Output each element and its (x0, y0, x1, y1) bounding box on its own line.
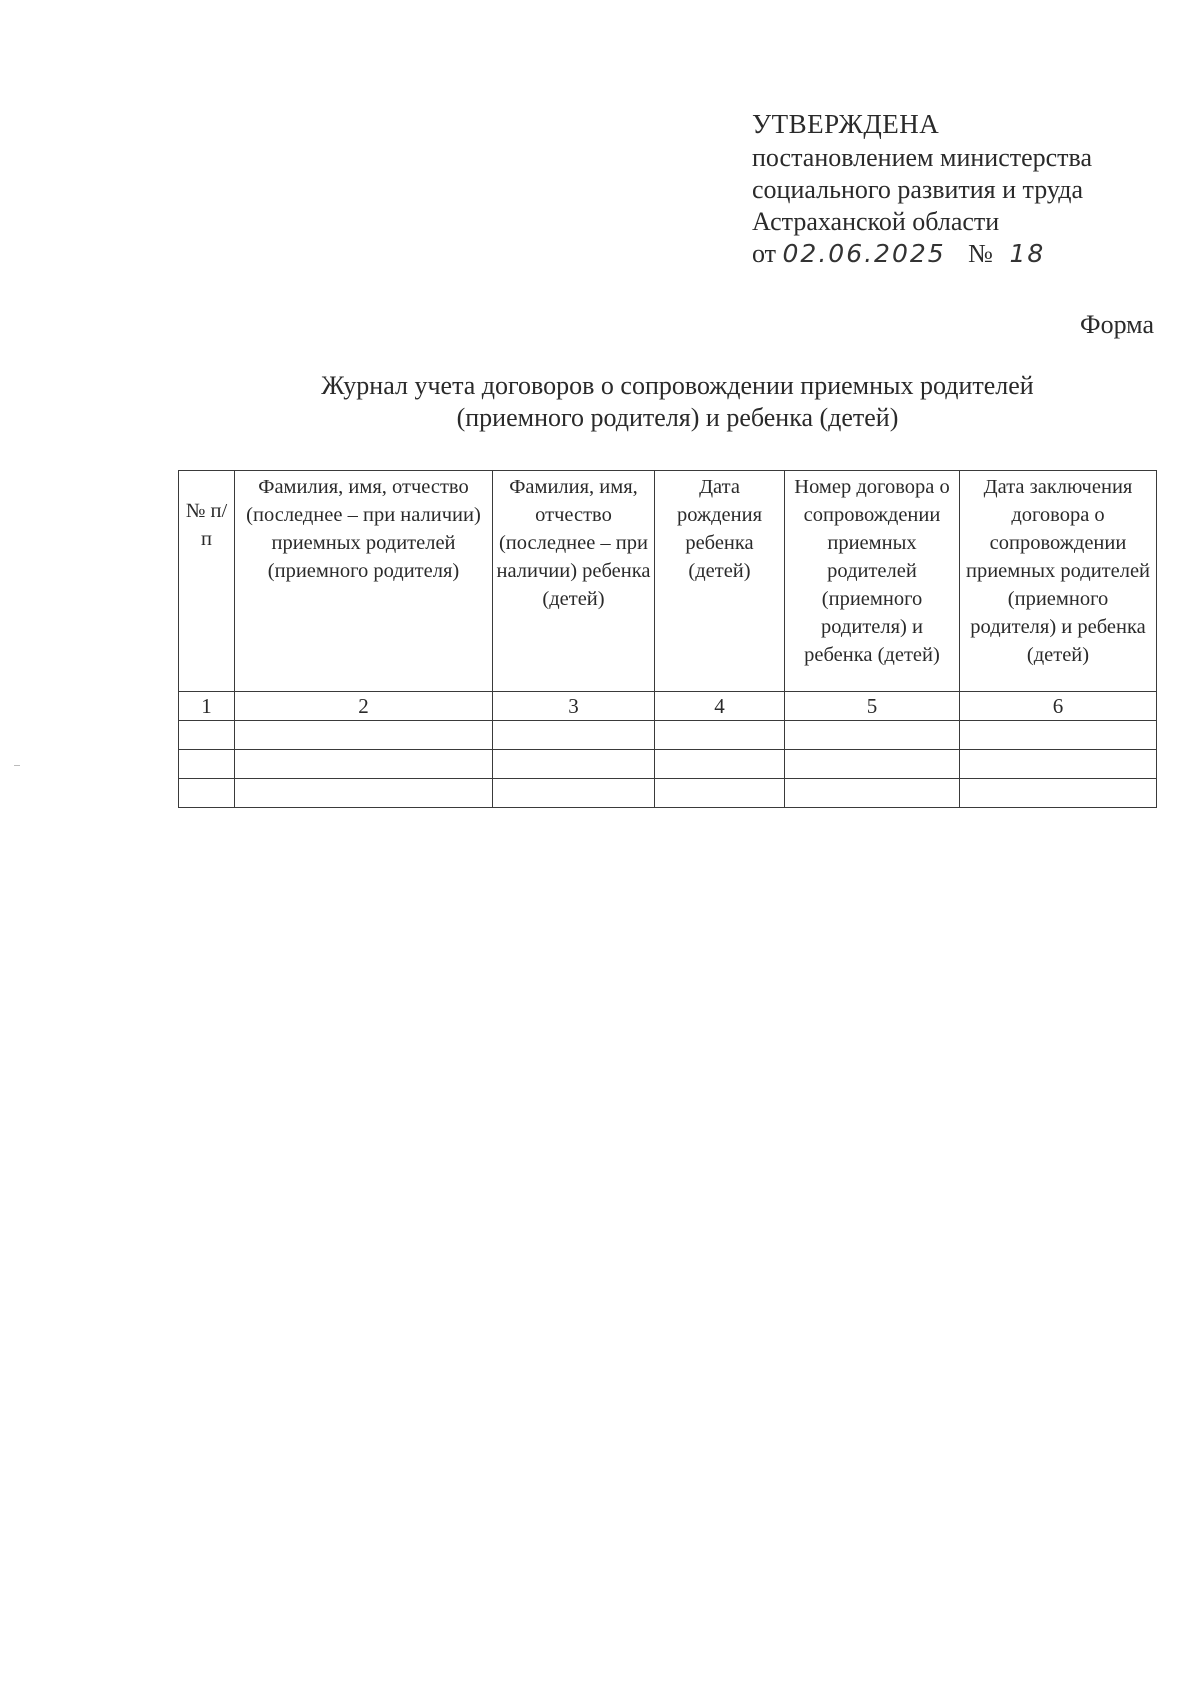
empty-table-cell (655, 750, 785, 779)
empty-table-cell (179, 721, 235, 750)
column-number-cell: 3 (493, 692, 655, 721)
column-number-cell: 4 (655, 692, 785, 721)
empty-table-cell (785, 779, 960, 808)
empty-table-cell (235, 721, 493, 750)
header-cell-contract-number: Номер договора о сопровождении приемных родителей (приемного родителя) и ребенка (детей) (785, 471, 960, 692)
empty-table-cell (493, 721, 655, 750)
approval-block (752, 108, 1172, 270)
header-cell-number: № п/п (179, 471, 235, 692)
approval-line-1: постановлением министерства (752, 143, 1093, 172)
header-cell-child-name: Фамилия, имя, отчество (последнее – при наличии) ребенка (детей) (493, 471, 655, 692)
empty-table-cell (235, 750, 493, 779)
column-number-row (179, 692, 1157, 721)
empty-table-cell (785, 750, 960, 779)
approval-line-3: Астраханской области (752, 207, 1000, 236)
approval-line-2: социального развития и труда (752, 175, 1084, 204)
empty-table-cell (493, 750, 655, 779)
empty-table-row (179, 721, 1157, 750)
header-cell-child-birthdate: Дата рождения ребенка (детей) (655, 471, 785, 692)
empty-table-cell (655, 779, 785, 808)
handwritten-date: 02.06.2025 (782, 239, 946, 268)
empty-table-cell (785, 721, 960, 750)
empty-table-cell (493, 779, 655, 808)
register-table (178, 470, 1157, 808)
journal-title-line-1: Журнал учета договоров о сопровождении приемных родителей (321, 371, 1034, 400)
approval-date-line (752, 238, 1172, 270)
empty-table-cell (179, 779, 235, 808)
empty-table-cell (960, 721, 1157, 750)
empty-table-cell (960, 779, 1157, 808)
form-label: Форма (1080, 310, 1154, 339)
approval-heading: УТВЕРЖДЕНА (752, 109, 940, 139)
journal-title (180, 370, 1175, 434)
column-number-cell: 6 (960, 692, 1157, 721)
column-number-cell: 5 (785, 692, 960, 721)
scan-edge-mark (14, 765, 20, 766)
header-row (179, 471, 1157, 692)
empty-table-cell (179, 750, 235, 779)
empty-table-row (179, 779, 1157, 808)
handwritten-number: 18 (1009, 239, 1046, 268)
header-cell-contract-date: Дата заключения договора о сопровождении приемных родителей (приемного родителя) и ребенка (детей) (960, 471, 1157, 692)
empty-table-cell (235, 779, 493, 808)
journal-title-line-2: (приемного родителя) и ребенка (детей) (456, 403, 899, 432)
empty-table-cell (655, 721, 785, 750)
column-number-cell: 2 (235, 692, 493, 721)
number-sign: № (968, 239, 993, 268)
empty-rows (179, 721, 1157, 808)
date-prefix: от (752, 239, 777, 268)
empty-table-row (179, 750, 1157, 779)
empty-table-cell (960, 750, 1157, 779)
header-cell-parents-name: Фамилия, имя, отчество (последнее – при наличии) приемных родителей (приемного родителя) (235, 471, 493, 692)
column-number-cell: 1 (179, 692, 235, 721)
